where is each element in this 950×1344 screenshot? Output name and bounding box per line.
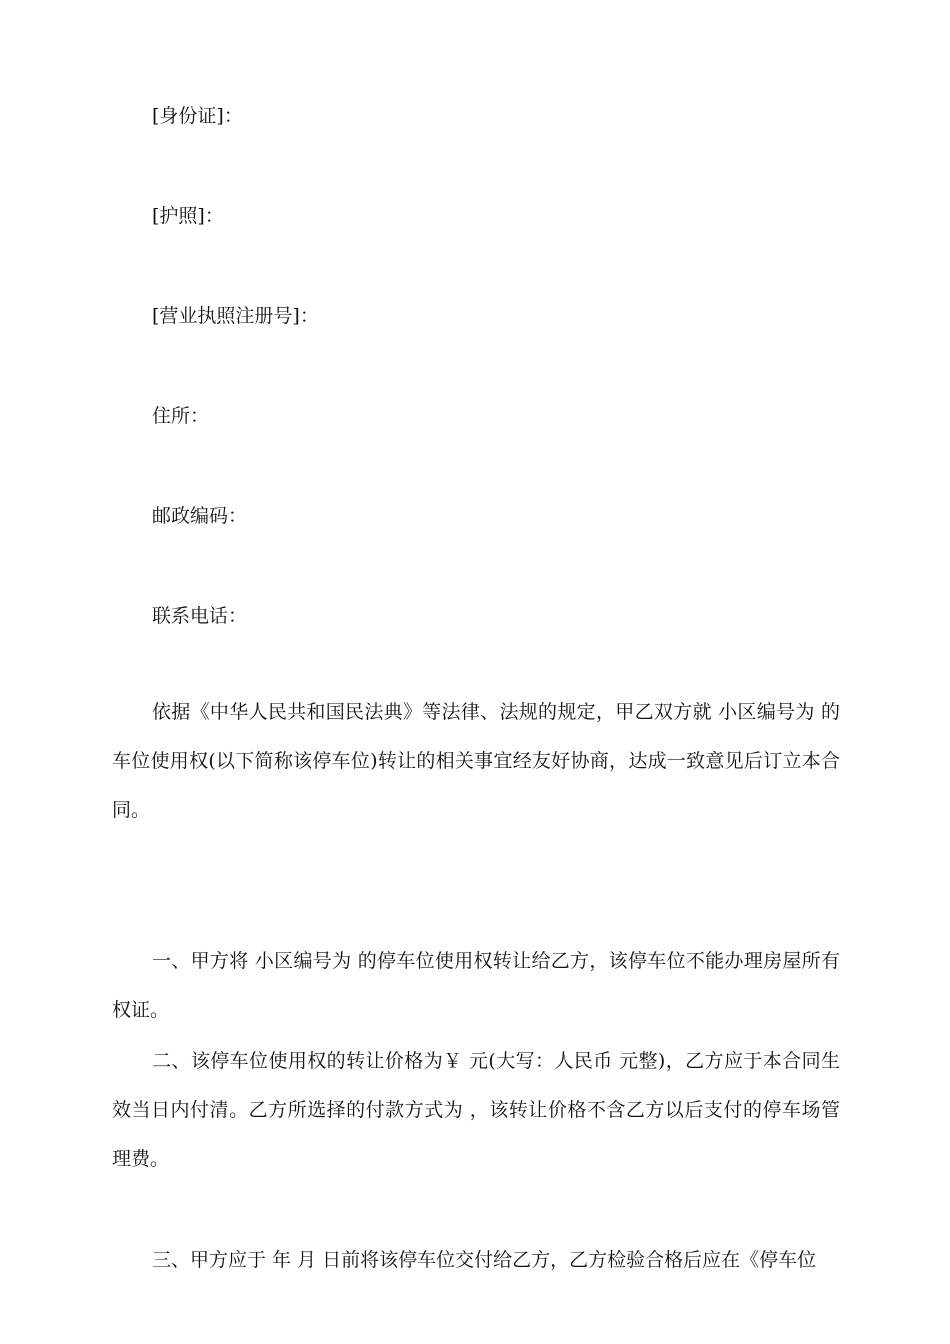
address-field: 住所： (152, 405, 210, 427)
phone-field: 联系电话： (152, 605, 248, 627)
postal-code-field: 邮政编码： (152, 505, 248, 527)
business-license-field: [营业执照注册号]： (152, 305, 319, 327)
id-card-field: [身份证]： (152, 105, 243, 127)
clause-3: 三、甲方应于 年 月 日前将该停车位交付给乙方，乙方检验合格后应在《停车位 (152, 1249, 817, 1271)
clause-1: 一、甲方将 小区编号为 的停车位使用权转让给乙方，该停车位不能办理房屋所有权证。 (112, 950, 840, 1021)
clause-2: 二、该停车位使用权的转让价格为￥ 元(大写：人民币 元整)，乙方应于本合同生效当日内付清。乙方所选择的付款方式为 ，该转让价格不含乙方以后支付的停车场管理费。 (112, 1050, 840, 1170)
passport-field: [护照]： (152, 205, 224, 227)
intro-paragraph: 依据《中华人民共和国民法典》等法律、法规的规定，甲乙双方就 小区编号为 的车位使用权(以下简称该停车位)转让的相关事宜经友好协商，达成一致意见后订立本合同。 (112, 701, 840, 821)
